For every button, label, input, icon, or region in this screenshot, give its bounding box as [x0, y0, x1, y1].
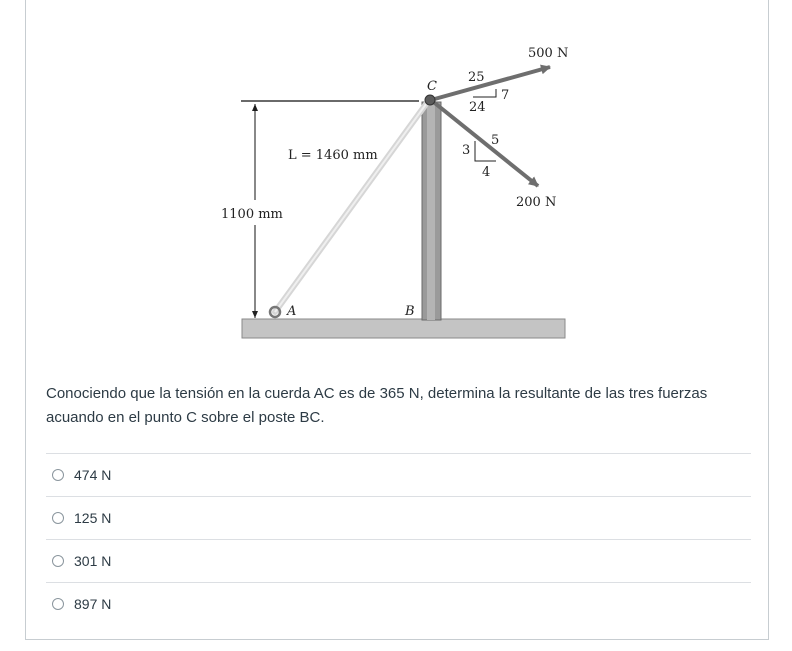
answer-label: 897 N	[74, 596, 112, 612]
radio-button[interactable]	[52, 598, 64, 610]
cable-ac-core	[275, 100, 429, 312]
slope-bottom-hyp: 5	[491, 133, 500, 148]
question-text: Conociendo que la tensión en la cuerda AC es de 365 N, determina la resultante de las tres fuerzas acuando en el punto C sobre el poste BC.	[46, 385, 708, 426]
height-label: 1100 mm	[221, 207, 283, 222]
statics-diagram	[215, 40, 575, 346]
answer-label: 125 N	[74, 510, 112, 526]
radio-button[interactable]	[52, 469, 64, 481]
label-a: A	[287, 304, 297, 319]
answer-option[interactable]	[46, 496, 751, 539]
force-label-500n: 500 N	[528, 46, 569, 61]
slope-triangle-top	[473, 89, 496, 97]
label-b: B	[405, 304, 415, 319]
slope-bottom-rise: 3	[462, 143, 471, 158]
slope-top-rise: 7	[501, 88, 510, 103]
diagram-svg	[215, 40, 575, 346]
radio-button[interactable]	[52, 555, 64, 567]
ground	[242, 319, 565, 338]
joint-c	[425, 95, 435, 105]
answer-option[interactable]	[46, 582, 751, 625]
answer-label: 474 N	[74, 467, 112, 483]
slope-top-run: 24	[469, 100, 486, 115]
label-c: C	[427, 79, 437, 94]
length-label: L = 1460 mm	[288, 148, 378, 163]
answer-option[interactable]	[46, 539, 751, 582]
answer-list	[46, 453, 751, 625]
force-label-200n: 200 N	[516, 195, 557, 210]
radio-button[interactable]	[52, 512, 64, 524]
slope-top-hyp: 25	[468, 70, 485, 85]
slope-bottom-run: 4	[482, 165, 491, 180]
pole-highlight	[427, 102, 435, 320]
answer-label: 301 N	[74, 553, 112, 569]
force-arrow-500n	[431, 67, 550, 100]
answer-option[interactable]	[46, 453, 751, 496]
